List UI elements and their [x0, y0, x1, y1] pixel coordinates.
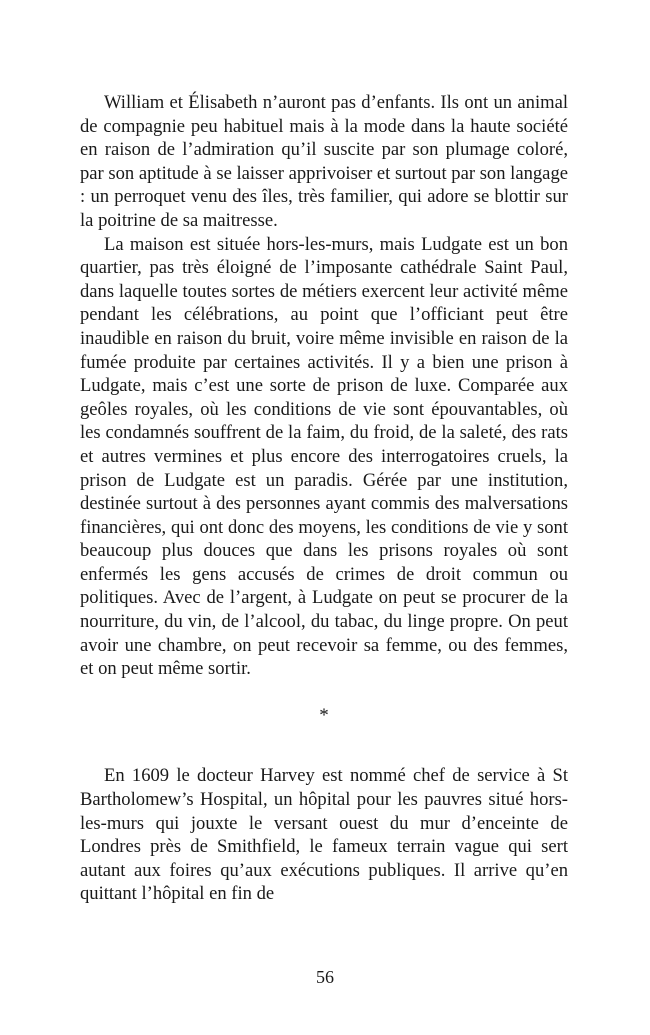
section-spacer: [80, 750, 568, 764]
page-body: [80, 91, 568, 906]
paragraph-3: En 1609 le docteur Harvey est nommé chef de service à St Bartholomew’s Hospital, un hôpital pour les pauvres situé hors-les-murs qui jouxte le versant ouest du mur d’enceinte de Londres près de Smithfield, le fameux terrain vague qui sert autant aux foires qu’aux exécutions publiques. Il arrive qu’en quittant l’hôpital en fin de: [80, 765, 568, 905]
paragraph-1: William et Élisabeth n’auront pas d’enfants. Ils ont un animal de compagnie peu habituel mais à la mode dans la haute société en raison de l’admiration qu’il suscite par son plumage coloré, par son aptitude à se laisser apprivoiser et surtout par son langage : un perroquet venu des îles, très familier, qui adore se blottir sur la poitrine de sa maitresse.: [80, 92, 568, 231]
section-separator: *: [319, 704, 329, 726]
page-number: 56: [316, 967, 334, 987]
paragraph-2: La maison est située hors-les-murs, mais Ludgate est un bon quartier, pas très éloigné de l’imposante cathédrale Saint Paul, dans laquelle toutes sortes de métiers exercent leur activité même pendant les célébrations, au point que l’officiant peut être inaudible en raison du bruit, voire même invisible en raison de la fumée produite par certaines activités. Il y a bien une prison à Ludgate, mais c’est une sorte de prison de luxe. Comparée aux geôles royales, où les conditions de vie sont épouvantables, où les condamnés souffrent de la faim, du froid, de la saleté, des rats et autres vermines et plus encore des interrogatoires cruels, la prison de Ludgate est un paradis. Gérée par une institution, destinée surtout à des personnes ayant commis des malversations financières, qui ont donc des moyens, les conditions de vie y sont beaucoup plus douces que dans les prisons royales où sont enfermés les gens accusés de crimes de droit commun ou politiques. Avec de l’argent, à Ludgate on peut se procurer de la nourriture, du vin, de l’alcool, du tabac, du linge propre. On peut avoir une chambre, on peut recevoir sa femme, ou des femmes, et on peut même sortir.: [80, 233, 568, 680]
